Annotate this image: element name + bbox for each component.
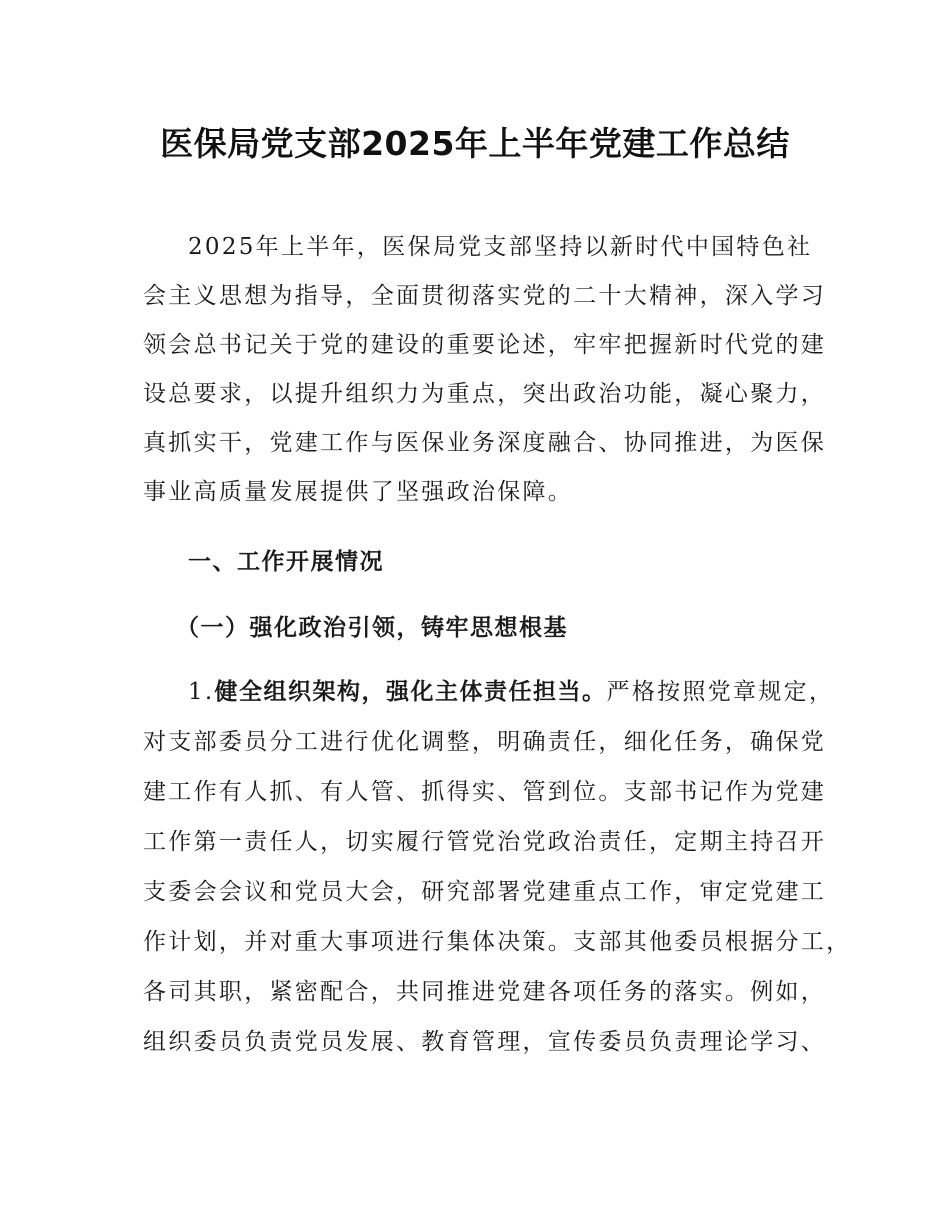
- intro-line: 设总要求，以提升组织力为重点，突出政治功能，凝心聚力，: [143, 381, 827, 407]
- section-heading: 一、工作开展情况: [188, 549, 384, 575]
- intro-line: 真抓实干，党建工作与医保业务深度融合、协同推进，为医保: [143, 430, 827, 456]
- item-bold-title: 健全组织架构，强化主体责任担当。: [214, 679, 607, 705]
- intro-line: 领会总书记关于党的建设的重要论述，牢牢把握新时代党的建: [143, 332, 827, 358]
- intro-line: 事业高质量发展提供了坚强政治保障。: [143, 479, 574, 505]
- item-line: 工作第一责任人，切实履行管党治党政治责任，定期主持召开: [143, 829, 827, 855]
- item-line: 对支部委员分工进行优化调整，明确责任，细化任务，确保党: [143, 729, 827, 755]
- item-number: 1.: [188, 679, 215, 705]
- item-line: 建工作有人抓、有人管、抓得实、管到位。支部书记作为党建: [143, 779, 827, 805]
- item-line: 各司其职，紧密配合，共同推进党建各项任务的落实。例如，: [143, 979, 827, 1005]
- item-line: 支委会会议和党员大会，研究部署党建重点工作，审定党建工: [143, 879, 827, 905]
- subsection-heading: （一）强化政治引领，铸牢思想根基: [176, 615, 568, 641]
- item-first-line: [188, 677, 834, 707]
- item-line: 组织委员负责党员发展、教育管理，宣传委员负责理论学习、: [143, 1029, 827, 1055]
- intro-line: 2025年上半年，医保局党支部坚持以新时代中国特色社: [188, 234, 813, 260]
- item-line: 作计划，并对重大事项进行集体决策。支部其他委员根据分工，: [143, 929, 852, 955]
- intro-line: 会主义思想为指导，全面贯彻落实党的二十大精神，深入学习: [143, 283, 827, 309]
- item-text: 严格按照党章规定，: [606, 679, 835, 705]
- document-title: 医保局党支部2025年上半年党建工作总结: [160, 124, 790, 163]
